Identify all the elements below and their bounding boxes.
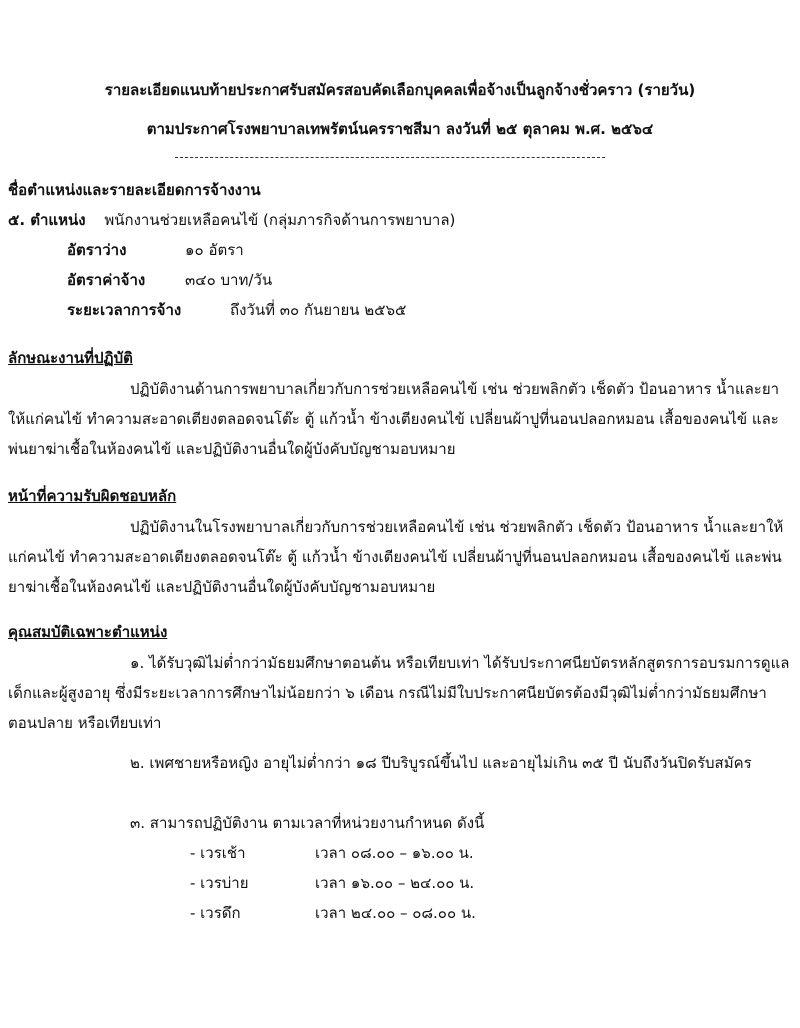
responsibilities-text: ปฏิบัติงานในโรงพยาบาลเกี่ยวกับการช่วยเหลือคนไข้ เช่น ช่วยพลิกตัว เช็ดตัว ป้อนอาหาร น้ำและยาให้แก่คนไข้ ทำความสะอาดเตียงตลอดจนโต๊ะ ตู้ แก้วน้ำ ข้างเตียงคนไข้ เปลี่ยนผ้าปูที่นอนปลอกหมอน เสื้อของคนไข้ และพ่นยาฆ่าเชื้อในห้องคนไข้ และปฏิบัติงานอื่นใดผู้บังคับบัญชามอบหมาย: [8, 518, 784, 596]
qualification-item-1: [8, 648, 795, 738]
shift-morning-name: - เวรเช้า: [190, 844, 246, 862]
shift-night-name: - เวรดึก: [190, 904, 241, 922]
position-number: ๕. ตำแหน่ง: [8, 211, 86, 229]
header-line-2: ตามประกาศโรงพยาบาลเทพรัตน์นครราชสีมา ลงวันที่ ๒๕ ตุลาคม พ.ศ. ๒๕๖๔: [146, 120, 654, 138]
period-value: ถึงวันที่ ๓๐ กันยายน ๒๕๖๕: [230, 301, 407, 319]
position-section-heading: ชื่อตำแหน่งและรายละเอียดการจ้างงาน: [8, 181, 261, 199]
vacancy-label: อัตราว่าง: [67, 241, 127, 259]
duties-heading: ลักษณะงานที่ปฏิบัติ: [8, 349, 133, 367]
wage-label: อัตราค่าจ้าง: [67, 271, 146, 289]
qualifications-heading: คุณสมบัติเฉพาะตำแหน่ง: [8, 623, 168, 641]
period-label: ระยะเวลาการจ้าง: [67, 301, 182, 319]
duties-text: ปฏิบัติงานด้านการพยาบาลเกี่ยวกับการช่วยเหลือคนไข้ เช่น ช่วยพลิกตัว เช็ดตัว ป้อนอาหาร น้ำและยาให้แก่คนไข้ ทำความสะอาดเตียงตลอดจนโต๊ะ ตู้ แก้วน้ำ ข้างเตียงคนไข้ เปลี่ยนผ้าปูที่นอนปลอกหมอน เสื้อของคนไข้ และพ่นยาฆ่าเชื้อในห้องคนไข้ และปฏิบัติงานอื่นใดผู้บังคับบัญชามอบหมาย: [8, 380, 780, 458]
dashed-divider: [175, 157, 605, 158]
qualification-item-1-text: ๑. ได้รับวุฒิไม่ต่ำกว่ามัธยมศึกษาตอนต้น หรือเทียบเท่า ได้รับประกาศนียบัตรหลักสูตรการอบรมการดูแลเด็กและผู้สูงอายุ ซึ่งมีระยะเวลาการศึกษาไม่น้อยกว่า ๖ เดือน กรณีไม่มีใบประกาศนียบัตรต้องมีวุฒิไม่ต่ำกว่ามัธยมศึกษาตอนปลาย หรือเทียบเท่า: [8, 654, 790, 732]
qualification-item-3: ๓. สามารถปฏิบัติงาน ตามเวลาที่หน่วยงานกำหนด ดังนี้: [130, 814, 485, 832]
wage-value: ๓๔๐ บาท/วัน: [185, 271, 273, 289]
duties-paragraph: [8, 374, 795, 464]
shift-morning-time: เวลา ๐๘.๐๐ – ๑๖.๐๐ น.: [315, 844, 474, 862]
position-title-row: [8, 210, 455, 230]
shift-night-time: เวลา ๒๔.๐๐ – ๐๘.๐๐ น.: [315, 904, 476, 922]
qualification-item-2: [8, 748, 795, 778]
responsibilities-heading: หน้าที่ความรับผิดชอบหลัก: [8, 487, 177, 505]
shift-evening-time: เวลา ๑๖.๐๐ – ๒๔.๐๐ น.: [315, 874, 475, 892]
responsibilities-paragraph: [8, 512, 795, 602]
qualification-item-2-text: ๒. เพศชายหรือหญิง อายุไม่ต่ำกว่า ๑๘ ปีบริบูรณ์ขึ้นไป และอายุไม่เกิน ๓๕ ปี นับถึงวันปิดรับสมัคร: [130, 754, 752, 772]
vacancy-value: ๑๐ อัตรา: [185, 241, 244, 259]
header-line-1: รายละเอียดแนบท้ายประกาศรับสมัครสอบคัดเลือกบุคคลเพื่อจ้างเป็นลูกจ้างชั่วคราว (รายวัน): [104, 81, 696, 99]
position-title: พนักงานช่วยเหลือคนไข้ (กลุ่มภารกิจด้านการพยาบาล): [104, 211, 456, 229]
shift-evening-name: - เวรบ่าย: [190, 874, 249, 892]
